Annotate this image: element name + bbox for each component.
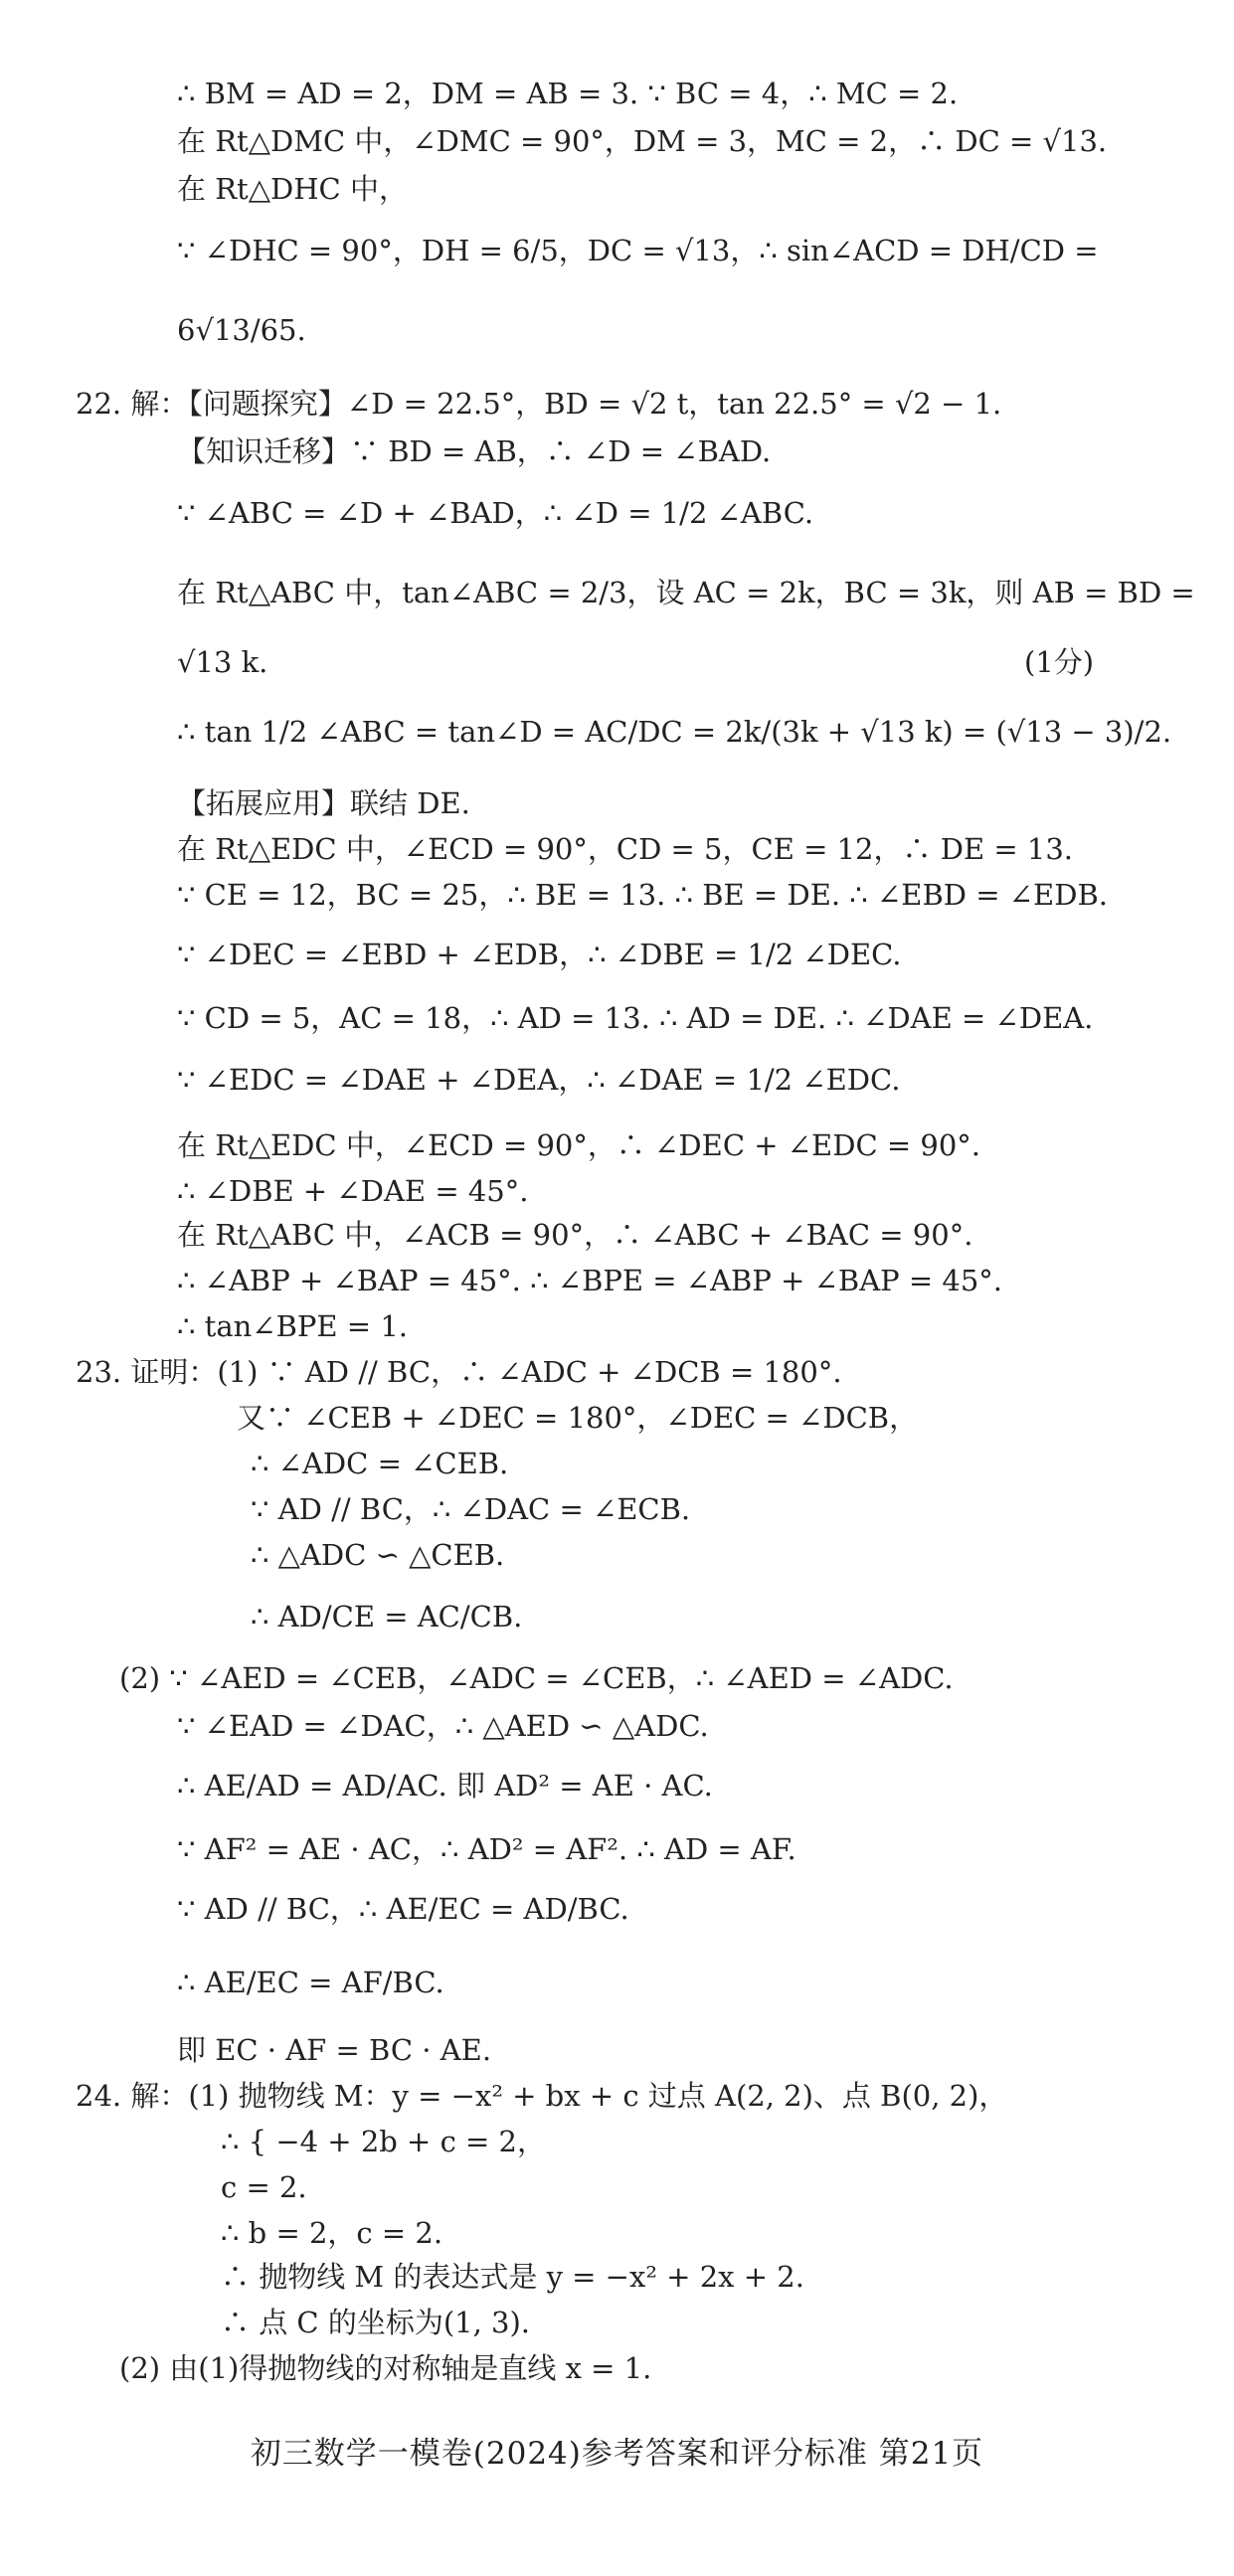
text-line: 在 Rt△DHC 中， bbox=[177, 172, 408, 206]
text-line: (2) ∵ ∠AED = ∠CEB，∠ADC = ∠CEB，∴ ∠AED = ∠ADC. bbox=[119, 1661, 954, 1695]
text-line: √13 k. bbox=[177, 645, 268, 679]
text-line: 在 Rt△EDC 中，∠ECD = 90°，∴ ∠DEC + ∠EDC = 90°. bbox=[177, 1128, 981, 1162]
text-line: 【拓展应用】联结 DE. bbox=[177, 786, 470, 820]
score-mark: (1分) bbox=[1024, 645, 1095, 679]
text-line: ∴ ∠ADC = ∠CEB. bbox=[251, 1447, 509, 1480]
text-line: 【知识迁移】∵ BD = AB，∴ ∠D = ∠BAD. bbox=[177, 434, 772, 468]
text-line: ∴ AE/EC = AF/BC. bbox=[177, 1966, 444, 1999]
text-line: 在 Rt△EDC 中，∠ECD = 90°，CD = 5，CE = 12，∴ DE = 13. bbox=[177, 832, 1073, 866]
text-line: 23. 证明：(1) ∵ AD // BC，∴ ∠ADC + ∠DCB = 180°. bbox=[76, 1355, 842, 1389]
text-line: 24. 解：(1) 抛物线 M：y = −x² + bx + c 过点 A(2, 2)、点 B(0, 2)， bbox=[76, 2079, 1008, 2113]
text-line: ∴ 抛物线 M 的表达式是 y = −x² + 2x + 2. bbox=[221, 2260, 804, 2294]
text-line: ∴ b = 2，c = 2. bbox=[221, 2216, 443, 2250]
text-line: 在 Rt△ABC 中，∠ACB = 90°，∴ ∠ABC + ∠BAC = 90°. bbox=[177, 1218, 973, 1252]
text-line: ∵ ∠DHC = 90°，DH = 6/5，DC = √13，∴ sin∠ACD = DH/CD = bbox=[177, 234, 1099, 267]
text-line: ∵ CE = 12，BC = 25，∴ BE = 13. ∴ BE = DE. ∴ ∠EBD = ∠EDB. bbox=[177, 878, 1108, 912]
text-line: ∴ AD/CE = AC/CB. bbox=[251, 1600, 523, 1633]
text-line: (2) 由(1)得抛物线的对称轴是直线 x = 1. bbox=[119, 2351, 652, 2385]
text-line: 即 EC · AF = BC · AE. bbox=[177, 2033, 492, 2067]
text-line: ∵ AD // BC，∴ AE/EC = AD/BC. bbox=[177, 1892, 629, 1926]
text-line: ∵ ∠EAD = ∠DAC，∴ △AED ∽ △ADC. bbox=[177, 1709, 709, 1743]
text-line: 又∵ ∠CEB + ∠DEC = 180°，∠DEC = ∠DCB， bbox=[237, 1401, 919, 1435]
page-footer: 初三数学一模卷(2024)参考答案和评分标准 第21页 bbox=[250, 2436, 984, 2472]
text-line: ∴ ∠DBE + ∠DAE = 45°. bbox=[177, 1174, 529, 1208]
text-line: 在 Rt△ABC 中，tan∠ABC = 2/3，设 AC = 2k，BC = 3k，则 AB = BD = bbox=[177, 576, 1195, 609]
text-line: ∴ tan∠BPE = 1. bbox=[177, 1309, 408, 1343]
text-line: ∴ tan 1/2 ∠ABC = tan∠D = AC/DC = 2k/(3k + √13 k) = (√13 − 3)/2. bbox=[177, 715, 1172, 749]
text-line: ∵ ∠ABC = ∠D + ∠BAD，∴ ∠D = 1/2 ∠ABC. bbox=[177, 496, 814, 530]
text-line: ∴ 点 C 的坐标为(1, 3). bbox=[221, 2306, 531, 2339]
text-line: ∴ { −4 + 2b + c = 2， bbox=[221, 2125, 547, 2158]
text-line: c = 2. bbox=[221, 2170, 307, 2204]
text-line: 6√13/65. bbox=[177, 313, 306, 347]
text-line: ∵ ∠DEC = ∠EBD + ∠EDB，∴ ∠DBE = 1/2 ∠DEC. bbox=[177, 938, 902, 971]
text-line: ∵ ∠EDC = ∠DAE + ∠DEA，∴ ∠DAE = 1/2 ∠EDC. bbox=[177, 1063, 901, 1097]
text-line: ∴ ∠ABP + ∠BAP = 45°. ∴ ∠BPE = ∠ABP + ∠BAP = 45°. bbox=[177, 1264, 1003, 1297]
text-line: ∴ △ADC ∽ △CEB. bbox=[251, 1538, 505, 1572]
text-line: ∵ AF² = AE · AC，∴ AD² = AF². ∴ AD = AF. bbox=[177, 1832, 796, 1866]
text-line: ∴ AE/AD = AD/AC. 即 AD² = AE · AC. bbox=[177, 1769, 713, 1803]
text-line: 22. 解：【问题探究】∠D = 22.5°，BD = √2 t，tan 22.5° = √2 − 1. bbox=[76, 387, 1002, 421]
text-line: ∴ BM = AD = 2，DM = AB = 3. ∵ BC = 4，∴ MC = 2. bbox=[177, 77, 959, 110]
text-line: 在 Rt△DMC 中，∠DMC = 90°，DM = 3，MC = 2，∴ DC = √13. bbox=[177, 124, 1108, 158]
text-line: ∵ CD = 5，AC = 18，∴ AD = 13. ∴ AD = DE. ∴ ∠DAE = ∠DEA. bbox=[177, 1001, 1094, 1035]
text-line: ∵ AD // BC，∴ ∠DAC = ∠ECB. bbox=[251, 1492, 691, 1526]
